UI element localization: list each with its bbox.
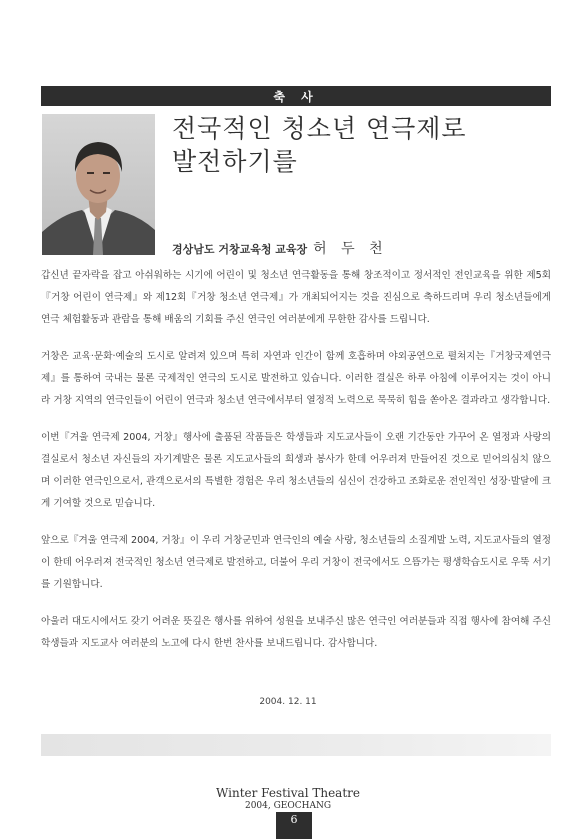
- header-band: [41, 86, 551, 106]
- portrait-image: [42, 114, 155, 255]
- paragraph: 갑신년 끝자락을 잡고 아쉬워하는 시기에 어린이 및 청소년 연극활동을 통해 창조적이고 정서적인 전인교육을 위한 제5회『거창 어린이 연극제』와 제12회『거창 청소년 연극제』가 개최되어지는 것을 진심으로 축하드리며 우리 청소년들에게 연극 체험활동과 관람을 통해 배움의 기회를 주신 연극인 여러분에게 무한한 감사를 드립니다.: [41, 270, 551, 325]
- paragraph: 거창은 교육·문화·예술의 도시로 알려져 있으며 특히 자연과 인간이 함께 호흡하며 야외공연으로 펼쳐지는『거창국제연극제』를 통하여 국내는 물론 국제적인 연극의 도시로 발전하고 있습니다. 이러한 결실은 하루 아침에 이루어지는 것이 아니라 거창 지역의 연극인들이 어린이 연극과 청소년 연극에서부터 열정적 노력으로 묵묵히 힘을 쏟아온 결과라고 생각합니다.: [41, 351, 551, 406]
- footer-title: Winter Festival Theatre: [216, 786, 360, 800]
- paragraph: 아울러 대도시에서도 갖기 어려운 뜻깊은 행사를 위하여 성원을 보내주신 많은 연극인 여러분들과 직접 행사에 참여해 주신 학생들과 지도교사 여러분의 노고에 다시 한번 찬사를 보내드립니다. 감사합니다.: [41, 616, 551, 649]
- footer-band: [41, 734, 551, 756]
- title-line-2: 발전하기를: [172, 147, 298, 176]
- author-position: 경상남도 거창교육청 교육장: [172, 243, 308, 256]
- page-title: [172, 112, 552, 178]
- page-number: 6: [276, 812, 312, 839]
- footer-subtitle: 2004, GEOCHANG: [244, 801, 332, 811]
- paragraph: 앞으로『겨울 연극제 2004, 거창』이 우리 거창군민과 연극인의 예술 사랑, 청소년들의 소질계발 노력, 지도교사들의 열정이 한데 어우러져 전국적인 청소년 연극제로 발전하고, 더불어 우리 거창이 전국에서도 으뜸가는 평생학습도시로 우뚝 서기를 기원합니다.: [41, 535, 551, 590]
- signature: [172, 238, 388, 258]
- body-text: [41, 265, 551, 670]
- title-line-1: 전국적인 청소년 연극제로: [172, 114, 467, 143]
- portrait-photo: [42, 114, 155, 255]
- paragraph: 이번『겨울 연극제 2004, 거창』행사에 출품된 작품들은 학생들과 지도교사들이 오랜 기간동안 가꾸어 온 열정과 사랑의 결실로서 청소년 자신들의 자기계발은 물론 지도교사들의 희생과 봉사가 한데 어우러져 만들어진 것으로 믿어의심치 않으며 이러한 연극인으로서, 관객으로서의 특별한 경험은 우리 청소년들의 심신이 건강하고 조화로운 전인적인 성장·발달에 크게 기여할 것으로 믿습니다.: [41, 432, 551, 509]
- date: 2004. 12. 11: [259, 697, 317, 707]
- author-name: 허 두 천: [313, 241, 388, 257]
- header-label: 축 사: [273, 89, 319, 104]
